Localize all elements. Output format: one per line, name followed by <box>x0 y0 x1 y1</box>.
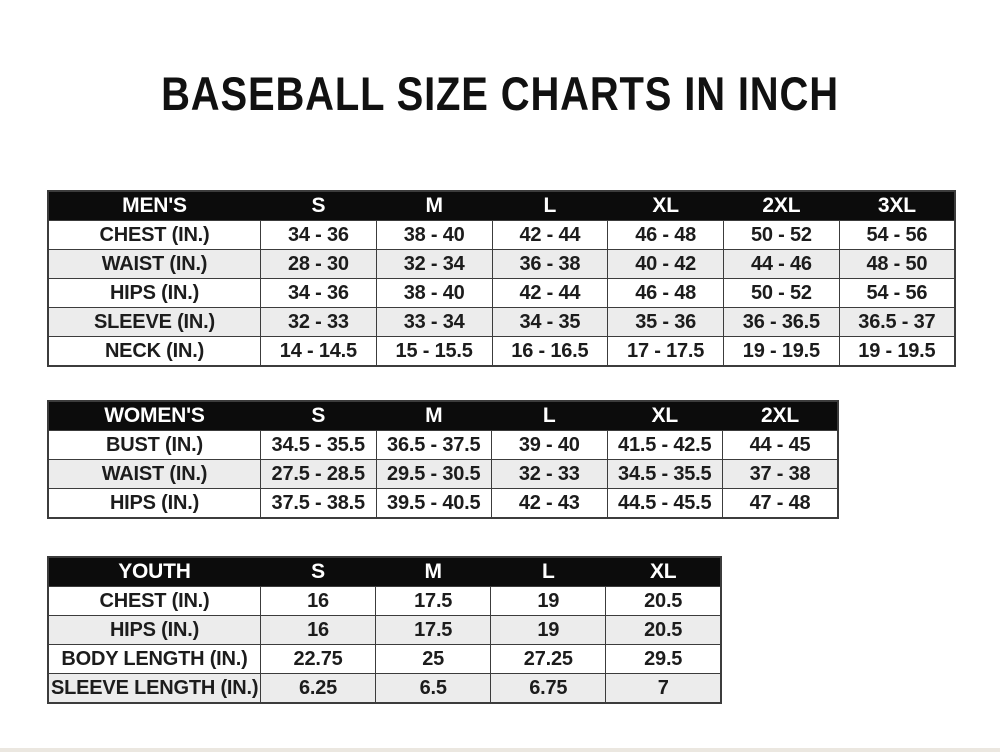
size-value-cell: 36.5 - 37.5 <box>376 431 492 460</box>
size-value-cell: 32 - 34 <box>376 250 492 279</box>
size-column-header: M <box>376 191 492 221</box>
size-value-cell: 36.5 - 37 <box>839 308 955 337</box>
bottom-edge-artifact <box>0 748 1000 752</box>
size-column-header: XL <box>606 557 721 587</box>
size-column-header: 2XL <box>724 191 840 221</box>
size-value-cell: 34.5 - 35.5 <box>261 431 377 460</box>
size-value-cell: 36 - 36.5 <box>724 308 840 337</box>
size-value-cell: 32 - 33 <box>261 308 377 337</box>
size-value-cell: 38 - 40 <box>376 221 492 250</box>
size-value-cell: 17.5 <box>376 616 491 645</box>
table-row <box>48 431 838 460</box>
size-value-cell: 44 - 46 <box>724 250 840 279</box>
row-label: SLEEVE LENGTH (IN.) <box>48 674 261 704</box>
header-row <box>48 191 955 221</box>
size-column-header: S <box>261 401 377 431</box>
size-value-cell: 17.5 <box>376 587 491 616</box>
table-row <box>48 460 838 489</box>
table-row <box>48 587 721 616</box>
size-value-cell: 42 - 44 <box>492 221 608 250</box>
row-label: NECK (IN.) <box>48 337 261 367</box>
size-value-cell: 36 - 38 <box>492 250 608 279</box>
row-label: HIPS (IN.) <box>48 616 261 645</box>
size-value-cell: 42 - 44 <box>492 279 608 308</box>
size-value-cell: 54 - 56 <box>839 279 955 308</box>
size-column-header: XL <box>608 191 724 221</box>
youth-size-table <box>47 556 722 704</box>
size-value-cell: 29.5 <box>606 645 721 674</box>
row-label: BODY LENGTH (IN.) <box>48 645 261 674</box>
size-value-cell: 14 - 14.5 <box>261 337 377 367</box>
size-value-cell: 46 - 48 <box>608 221 724 250</box>
size-column-header: M <box>376 557 491 587</box>
row-label: CHEST (IN.) <box>48 587 261 616</box>
size-value-cell: 19 - 19.5 <box>724 337 840 367</box>
row-label: SLEEVE (IN.) <box>48 308 261 337</box>
size-value-cell: 15 - 15.5 <box>376 337 492 367</box>
size-value-cell: 50 - 52 <box>724 279 840 308</box>
size-value-cell: 28 - 30 <box>261 250 377 279</box>
group-label: MEN'S <box>48 191 261 221</box>
table-row <box>48 279 955 308</box>
size-value-cell: 39.5 - 40.5 <box>376 489 492 519</box>
row-label: WAIST (IN.) <box>48 250 261 279</box>
size-column-header: L <box>492 401 608 431</box>
size-value-cell: 16 <box>261 587 376 616</box>
size-value-cell: 19 - 19.5 <box>839 337 955 367</box>
page-title: BASEBALL SIZE CHARTS IN INCH <box>161 67 839 120</box>
size-value-cell: 16 <box>261 616 376 645</box>
size-column-header: M <box>376 401 492 431</box>
table-row <box>48 250 955 279</box>
size-value-cell: 19 <box>491 616 606 645</box>
size-value-cell: 20.5 <box>606 587 721 616</box>
size-value-cell: 29.5 - 30.5 <box>376 460 492 489</box>
row-label: WAIST (IN.) <box>48 460 261 489</box>
size-value-cell: 41.5 - 42.5 <box>607 431 723 460</box>
size-value-cell: 27.5 - 28.5 <box>261 460 377 489</box>
size-value-cell: 33 - 34 <box>376 308 492 337</box>
size-column-header: L <box>491 557 606 587</box>
size-value-cell: 40 - 42 <box>608 250 724 279</box>
size-column-header: L <box>492 191 608 221</box>
size-value-cell: 6.75 <box>491 674 606 704</box>
size-value-cell: 16 - 16.5 <box>492 337 608 367</box>
size-column-header: 2XL <box>723 401 839 431</box>
size-value-cell: 37.5 - 38.5 <box>261 489 377 519</box>
size-value-cell: 35 - 36 <box>608 308 724 337</box>
row-label: HIPS (IN.) <box>48 279 261 308</box>
size-value-cell: 6.5 <box>376 674 491 704</box>
size-value-cell: 37 - 38 <box>723 460 839 489</box>
size-column-header: XL <box>607 401 723 431</box>
table-row <box>48 645 721 674</box>
size-value-cell: 34 - 36 <box>261 279 377 308</box>
size-value-cell: 32 - 33 <box>492 460 608 489</box>
size-value-cell: 38 - 40 <box>376 279 492 308</box>
header-row <box>48 557 721 587</box>
table-row <box>48 337 955 367</box>
size-value-cell: 25 <box>376 645 491 674</box>
size-value-cell: 44.5 - 45.5 <box>607 489 723 519</box>
size-value-cell: 22.75 <box>261 645 376 674</box>
table-row <box>48 221 955 250</box>
size-value-cell: 27.25 <box>491 645 606 674</box>
size-value-cell: 42 - 43 <box>492 489 608 519</box>
group-label: YOUTH <box>48 557 261 587</box>
size-column-header: S <box>261 191 377 221</box>
size-value-cell: 7 <box>606 674 721 704</box>
size-value-cell: 50 - 52 <box>724 221 840 250</box>
group-label: WOMEN'S <box>48 401 261 431</box>
size-value-cell: 39 - 40 <box>492 431 608 460</box>
table-row <box>48 308 955 337</box>
table-row <box>48 616 721 645</box>
size-value-cell: 17 - 17.5 <box>608 337 724 367</box>
womens-size-table <box>47 400 839 519</box>
row-label: CHEST (IN.) <box>48 221 261 250</box>
size-column-header: S <box>261 557 376 587</box>
size-value-cell: 6.25 <box>261 674 376 704</box>
table-row <box>48 489 838 519</box>
mens-size-table <box>47 190 956 367</box>
size-value-cell: 20.5 <box>606 616 721 645</box>
header-row <box>48 401 838 431</box>
row-label: HIPS (IN.) <box>48 489 261 519</box>
size-value-cell: 34 - 35 <box>492 308 608 337</box>
size-value-cell: 34 - 36 <box>261 221 377 250</box>
size-value-cell: 34.5 - 35.5 <box>607 460 723 489</box>
size-value-cell: 44 - 45 <box>723 431 839 460</box>
size-value-cell: 54 - 56 <box>839 221 955 250</box>
row-label: BUST (IN.) <box>48 431 261 460</box>
size-value-cell: 19 <box>491 587 606 616</box>
size-value-cell: 46 - 48 <box>608 279 724 308</box>
size-column-header: 3XL <box>839 191 955 221</box>
size-value-cell: 47 - 48 <box>723 489 839 519</box>
table-row <box>48 674 721 704</box>
size-value-cell: 48 - 50 <box>839 250 955 279</box>
